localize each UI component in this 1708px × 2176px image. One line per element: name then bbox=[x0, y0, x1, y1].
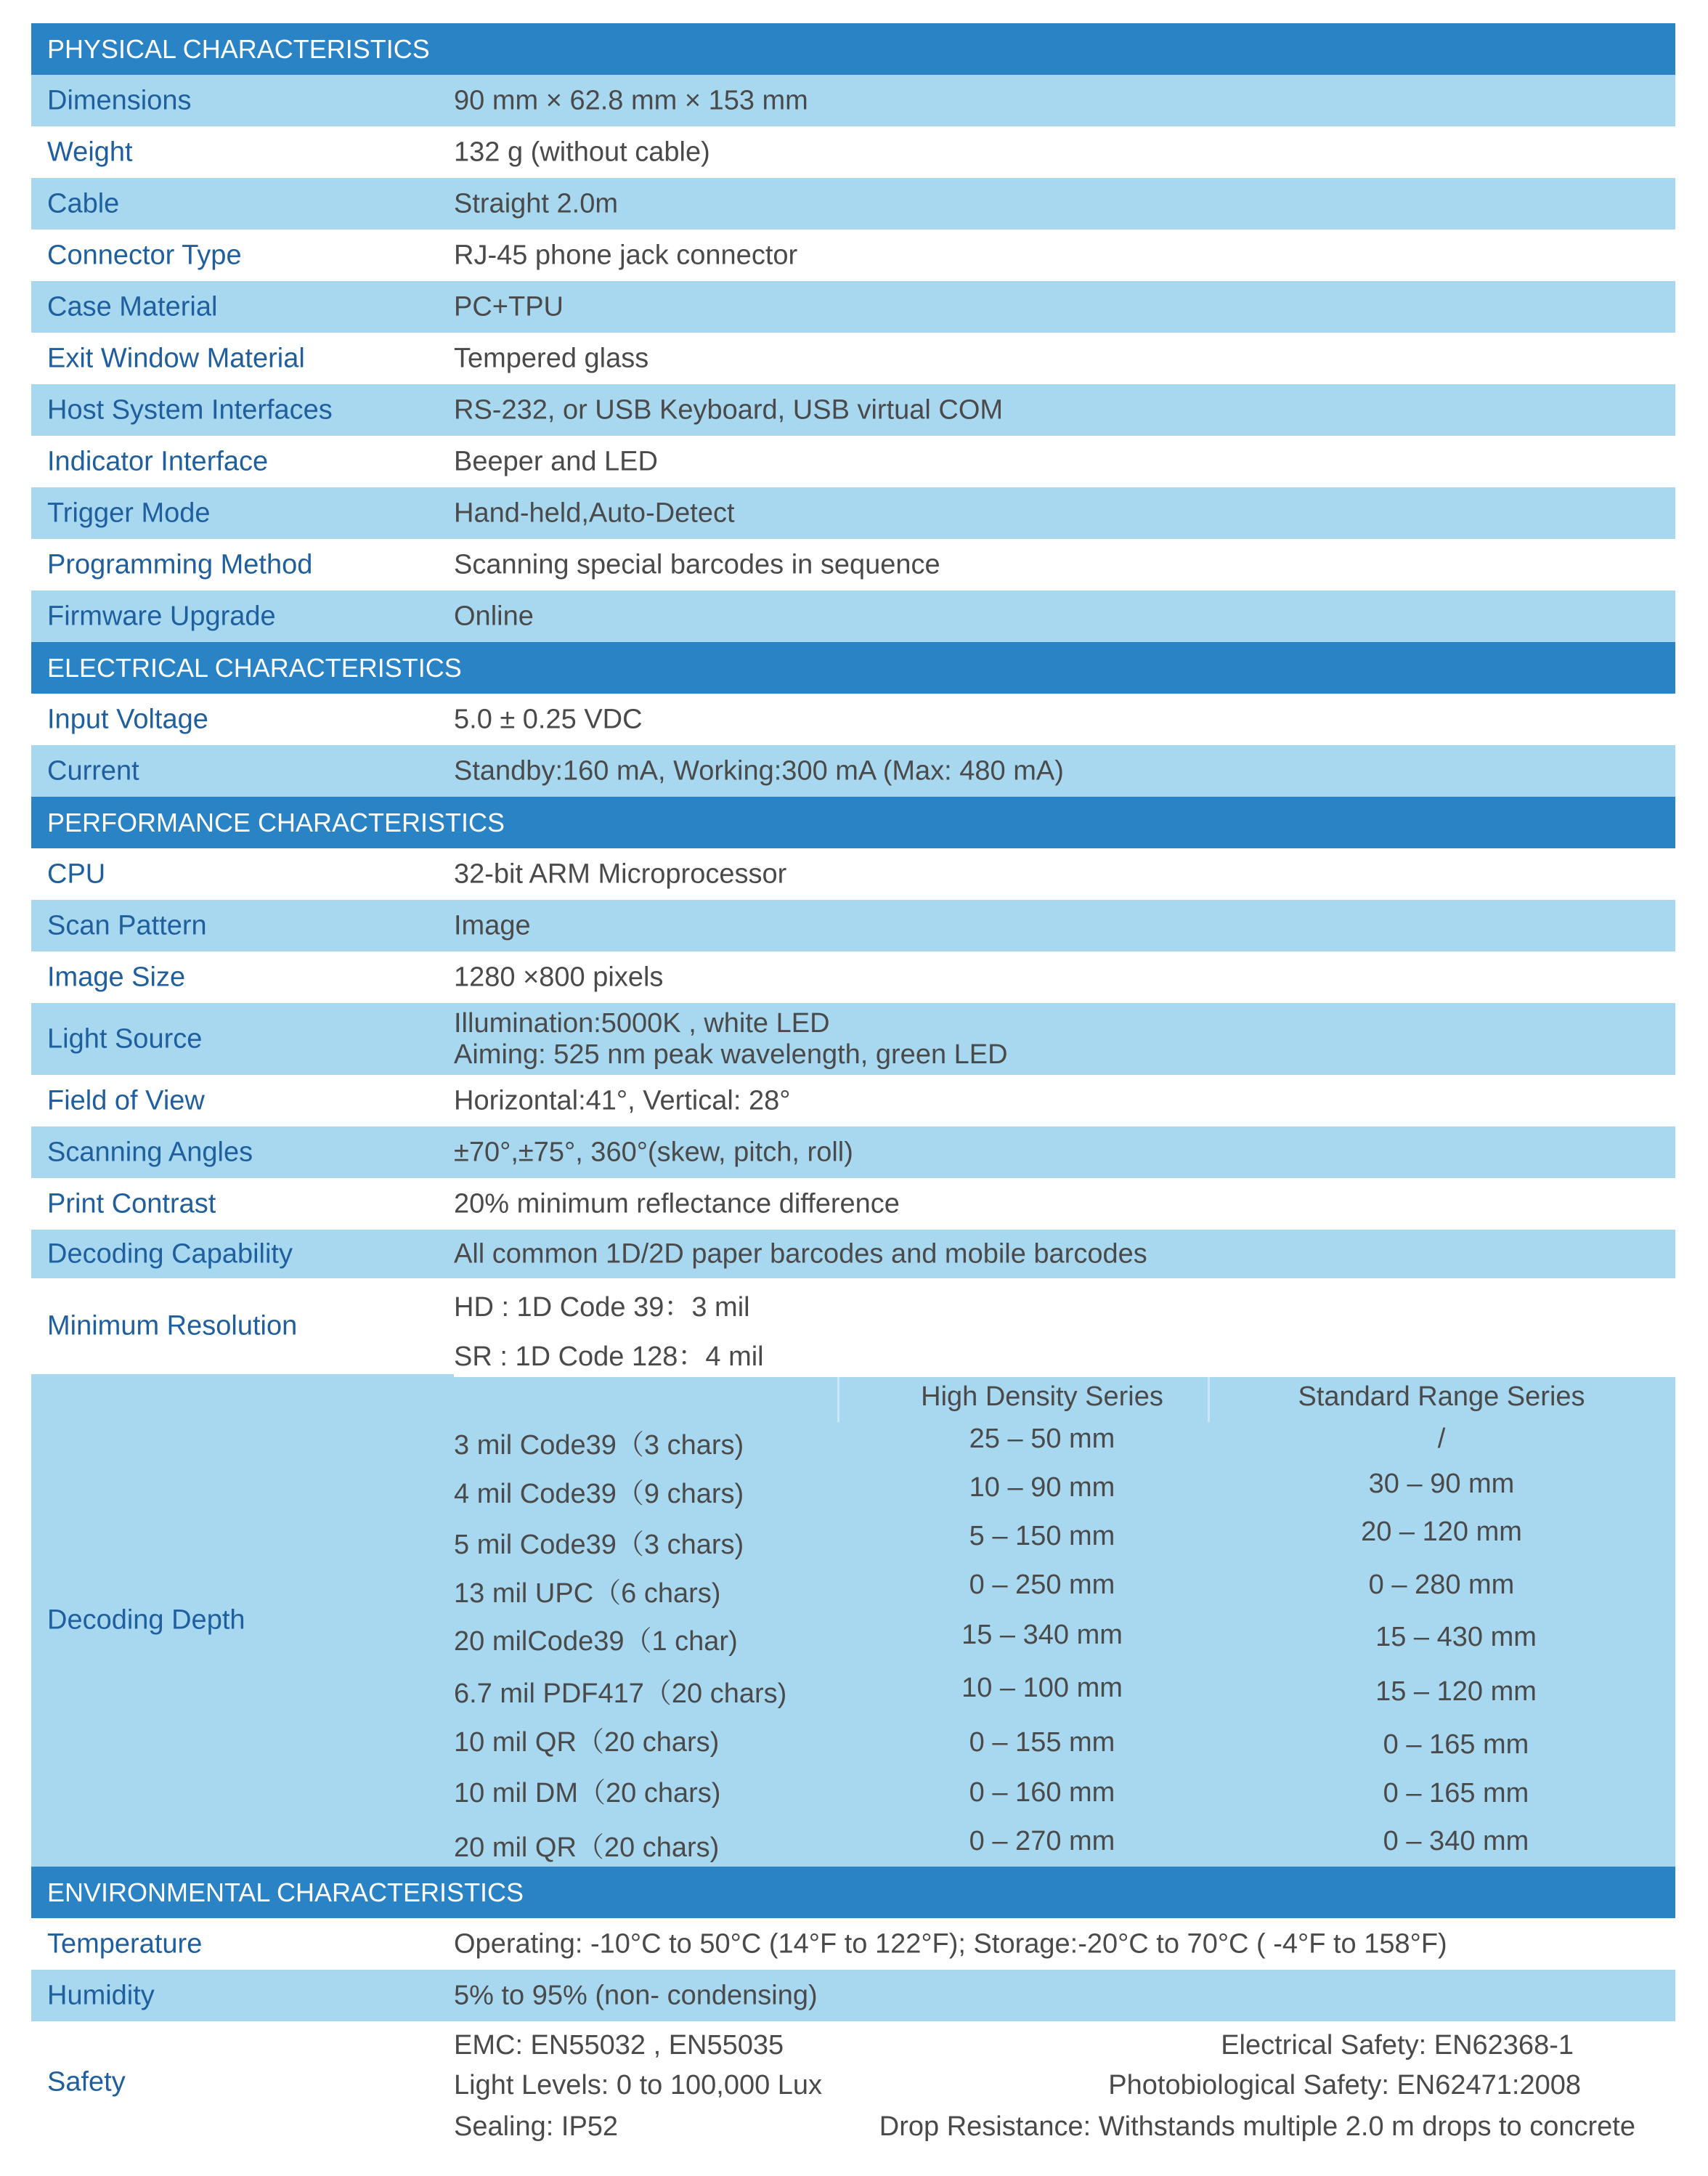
depth-code: 10 mil QR（20 chars) bbox=[454, 1727, 720, 1758]
safety-item bbox=[837, 2111, 1635, 2143]
depth-sr: / bbox=[1437, 1424, 1446, 1454]
depth-hd: 25 – 50 mm bbox=[969, 1424, 1115, 1454]
spec-row-case-material bbox=[31, 281, 1675, 333]
spec-row-exit-window bbox=[31, 333, 1675, 384]
spec-row-scanning-angles bbox=[31, 1126, 1675, 1178]
spec-row-image-size bbox=[31, 951, 1675, 1003]
spec-value: 132 g (without cable) bbox=[454, 137, 710, 167]
divider bbox=[1208, 1377, 1210, 1422]
spec-row-safety bbox=[31, 2021, 1675, 2143]
depth-sr: 0 – 165 mm bbox=[1383, 1729, 1529, 1760]
section-header-performance: PERFORMANCE CHARACTERISTICS bbox=[31, 797, 1675, 848]
safety-item-text: Photobiological Safety: EN62471:2008 bbox=[1108, 2070, 1581, 2100]
spec-row-programming bbox=[31, 539, 1675, 590]
depth-sr: 0 – 165 mm bbox=[1383, 1778, 1529, 1808]
depth-code: 20 mil QR（20 chars) bbox=[454, 1832, 720, 1863]
depth-sr: 0 – 340 mm bbox=[1383, 1826, 1529, 1856]
spec-value: Operating: -10°C to 50°C (14°F to 122°F); Storage:-20°C to 70°C ( -4°F to 158°F) bbox=[454, 1928, 1447, 1959]
spec-label: Programming Method bbox=[47, 549, 313, 580]
spec-label: Dimensions bbox=[47, 85, 192, 115]
section-header-environmental: ENVIRONMENTAL CHARACTERISTICS bbox=[31, 1867, 1675, 1918]
depth-hd: 10 – 90 mm bbox=[969, 1472, 1115, 1503]
spec-row-field-of-view bbox=[31, 1075, 1675, 1126]
spec-row-trigger-mode bbox=[31, 487, 1675, 539]
safety-item: Sealing: IP52 bbox=[454, 2111, 619, 2142]
spec-value: ±70°,±75°, 360°(skew, pitch, roll) bbox=[454, 1137, 853, 1167]
spec-value: Scanning special barcodes in sequence bbox=[454, 549, 940, 580]
spec-row-humidity bbox=[31, 1970, 1675, 2021]
spec-label: Scan Pattern bbox=[47, 910, 207, 941]
spec-label: Image Size bbox=[47, 962, 186, 992]
spec-label: Print Contrast bbox=[47, 1188, 216, 1219]
spec-row-indicator bbox=[31, 436, 1675, 487]
spec-value: 5.0 ± 0.25 VDC bbox=[454, 704, 643, 734]
divider bbox=[837, 1377, 839, 1422]
spec-label: Scanning Angles bbox=[47, 1137, 253, 1167]
depth-sr: 30 – 90 mm bbox=[1368, 1469, 1515, 1499]
spec-label: Indicator Interface bbox=[47, 446, 269, 476]
spec-label: Humidity bbox=[47, 1980, 155, 2010]
depth-code: 13 mil UPC（6 chars) bbox=[454, 1578, 721, 1609]
spec-label: Cable bbox=[47, 188, 120, 219]
spec-value-line: HD : 1D Code 39：3 mil bbox=[454, 1292, 750, 1323]
spec-row-dimensions bbox=[31, 75, 1675, 126]
spec-value: Image bbox=[454, 910, 531, 941]
depth-hd: 0 – 250 mm bbox=[969, 1570, 1115, 1600]
spec-value-line: SR : 1D Code 128：4 mil bbox=[454, 1341, 764, 1372]
spec-row-current bbox=[31, 745, 1675, 797]
spec-label: Firmware Upgrade bbox=[47, 601, 276, 631]
spec-label: Exit Window Material bbox=[47, 343, 305, 373]
depth-sr: 15 – 120 mm bbox=[1375, 1676, 1537, 1707]
spec-value: Online bbox=[454, 601, 534, 631]
spec-row-connector-type bbox=[31, 230, 1675, 281]
spec-label: Current bbox=[47, 755, 139, 786]
spec-row-light-source bbox=[31, 1003, 1675, 1075]
spec-row-minimum-resolution bbox=[31, 1278, 1675, 1374]
spec-label: Minimum Resolution bbox=[47, 1310, 298, 1341]
spec-label: Trigger Mode bbox=[47, 498, 211, 528]
spec-label: Field of View bbox=[47, 1085, 205, 1116]
depth-hd: 0 – 155 mm bbox=[969, 1727, 1115, 1758]
safety-item: Light Levels: 0 to 100,000 Lux bbox=[454, 2070, 823, 2100]
spec-value: 1280 ×800 pixels bbox=[454, 962, 664, 992]
spec-value: 20% minimum reflectance difference bbox=[454, 1188, 900, 1219]
safety-item: EMC: EN55032 , EN55035 bbox=[454, 2030, 784, 2061]
spec-row-host-interfaces bbox=[31, 384, 1675, 436]
spec-label: Input Voltage bbox=[47, 704, 208, 734]
spec-value-line: Aiming: 525 nm peak wavelength, green LED bbox=[454, 1039, 1008, 1070]
spec-label: Light Source bbox=[47, 1023, 203, 1054]
depth-sr: 15 – 430 mm bbox=[1375, 1622, 1537, 1652]
spec-value: Horizontal:41°, Vertical: 28° bbox=[454, 1085, 791, 1116]
spec-value: 90 mm × 62.8 mm × 153 mm bbox=[454, 85, 808, 115]
spec-value: 5% to 95% (non- condensing) bbox=[454, 1980, 818, 2010]
depth-code: 3 mil Code39（3 chars) bbox=[454, 1430, 744, 1461]
decoding-depth-block bbox=[31, 1374, 1675, 1867]
spec-row-print-contrast bbox=[31, 1178, 1675, 1230]
depth-code: 10 mil DM（20 chars) bbox=[454, 1778, 721, 1808]
depth-sr: 20 – 120 mm bbox=[1361, 1517, 1522, 1547]
spec-value: Hand-held,Auto-Detect bbox=[454, 498, 735, 528]
depth-hd: 10 – 100 mm bbox=[961, 1673, 1123, 1703]
depth-code: 20 milCode39（1 char) bbox=[454, 1626, 738, 1657]
divider bbox=[454, 1374, 1675, 1377]
spec-row-scan-pattern bbox=[31, 900, 1675, 951]
spec-label: CPU bbox=[47, 858, 106, 889]
spec-row-temperature bbox=[31, 1918, 1675, 1970]
safety-item bbox=[1000, 2070, 1581, 2101]
spec-value: PC+TPU bbox=[454, 291, 564, 322]
spec-table bbox=[31, 23, 1675, 2143]
spec-label: Connector Type bbox=[47, 240, 242, 270]
spec-value: 32-bit ARM Microprocessor bbox=[454, 858, 787, 889]
spec-value: Tempered glass bbox=[454, 343, 649, 373]
depth-hd: 0 – 270 mm bbox=[969, 1826, 1115, 1856]
spec-row-cable bbox=[31, 178, 1675, 230]
spec-label: Temperature bbox=[47, 1928, 203, 1959]
spec-value: All common 1D/2D paper barcodes and mobile barcodes bbox=[454, 1238, 1147, 1269]
safety-item-text: Drop Resistance: Withstands multiple 2.0 m drops to concrete bbox=[879, 2111, 1635, 2142]
spec-value: RJ-45 phone jack connector bbox=[454, 240, 798, 270]
spec-value-line: Illumination:5000K , white LED bbox=[454, 1007, 830, 1039]
spec-label: Case Material bbox=[47, 291, 218, 322]
spec-label: Decoding Capability bbox=[47, 1238, 293, 1269]
depth-sr: 0 – 280 mm bbox=[1368, 1570, 1515, 1600]
depth-hd: 15 – 340 mm bbox=[961, 1620, 1123, 1650]
spec-row-firmware bbox=[31, 590, 1675, 642]
spec-row-weight bbox=[31, 126, 1675, 178]
depth-hd: 0 – 160 mm bbox=[969, 1777, 1115, 1808]
spec-label: Weight bbox=[47, 137, 133, 167]
spec-value: Straight 2.0m bbox=[454, 188, 618, 219]
depth-hd: 5 – 150 mm bbox=[969, 1521, 1115, 1551]
section-header-physical: PHYSICAL CHARACTERISTICS bbox=[31, 23, 1675, 75]
spec-label: Safety bbox=[47, 2066, 126, 2098]
spec-row-decoding-capability bbox=[31, 1230, 1675, 1278]
depth-code: 4 mil Code39（9 chars) bbox=[454, 1479, 744, 1509]
section-header-electrical: ELECTRICAL CHARACTERISTICS bbox=[31, 642, 1675, 694]
spec-value: Standby:160 mA, Working:300 mA (Max: 480 mA) bbox=[454, 755, 1064, 786]
safety-item-text: Electrical Safety: EN62368-1 bbox=[1221, 2030, 1574, 2061]
spec-value: Beeper and LED bbox=[454, 446, 658, 476]
depth-code: 6.7 mil PDF417（20 chars) bbox=[454, 1678, 787, 1709]
spec-label: Host System Interfaces bbox=[47, 394, 333, 425]
depth-code: 5 mil Code39（3 chars) bbox=[454, 1530, 744, 1560]
spec-value: RS-232, or USB Keyboard, USB virtual COM bbox=[454, 394, 1004, 425]
column-header-standard-range: Standard Range Series bbox=[1298, 1381, 1585, 1412]
column-header-high-density: High Density Series bbox=[921, 1381, 1163, 1412]
spec-row-input-voltage bbox=[31, 694, 1675, 745]
safety-item bbox=[1065, 2030, 1574, 2061]
spec-value bbox=[454, 1008, 1008, 1071]
spec-row-cpu bbox=[31, 848, 1675, 900]
spec-label: Decoding Depth bbox=[47, 1604, 245, 1636]
